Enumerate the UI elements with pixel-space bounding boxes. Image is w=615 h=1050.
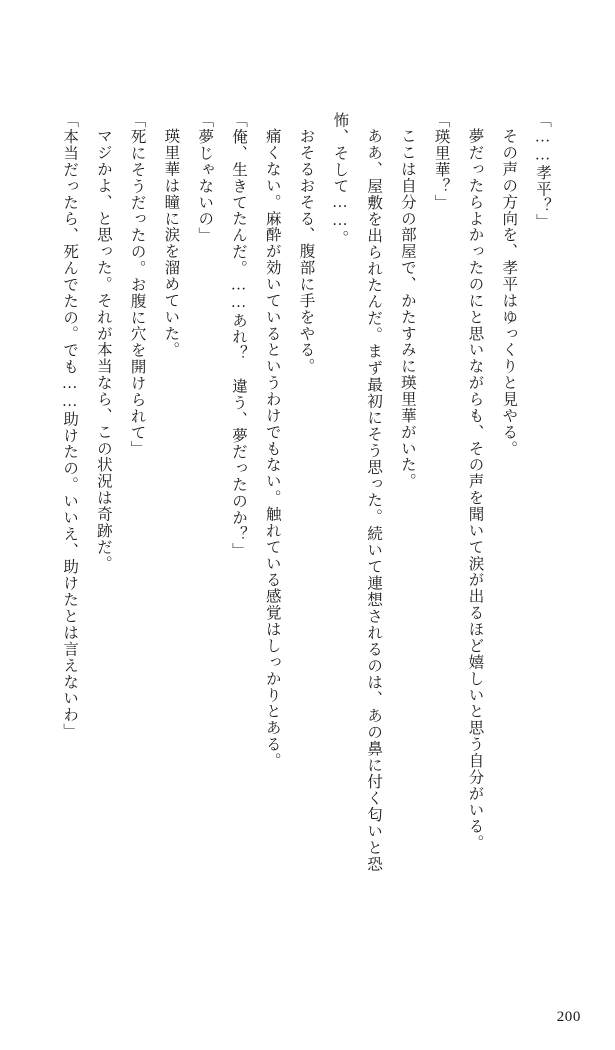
- paragraph: 夢だったらよかったのにと思いながらも、その声を聞いて涙が出るほど嬉しいと思う自分がいる。: [466, 127, 484, 851]
- paragraph: その声の方向を、孝平はゆっくりと見やる。: [500, 127, 518, 457]
- paragraph: ああ、屋敷を出られたんだ。まず最初にそう思った。続いて連想されるのは、あの鼻に付く匂いと恐怖、そして……。: [331, 112, 383, 872]
- paragraph: 瑛里華は瞳に涙を溜めていた。: [162, 127, 180, 358]
- paragraph: 「夢じゃないの」: [196, 112, 214, 244]
- novel-body-text: [59, 112, 559, 872]
- paragraph: マジかよ、と思った。それが本当なら、この状況は奇跡だ。: [94, 127, 112, 572]
- paragraph: 「本当だったら、死んでたの。でも……助けたの。いいえ、助けたとは言えないわ」: [61, 112, 79, 740]
- page-number: 200: [556, 1009, 581, 1025]
- paragraph: 「瑛里華？」: [432, 112, 450, 211]
- paragraph: 「……孝平？」: [534, 112, 551, 231]
- paragraph: ここは自分の部屋で、かたすみに瑛里華がいた。: [398, 127, 416, 489]
- paragraph: 「死にそうだったの。お腹に穴を開けられて」: [128, 112, 146, 458]
- paragraph: おそるおそる、腹部に手をやる。: [297, 127, 315, 374]
- paragraph: 痛くない。麻酔が効いているというわけでもない。触れている感覚はしっかりとある。: [263, 127, 281, 769]
- paragraph: 「俺、生きてたんだ。……あれ？ 違う、夢だったのか？」: [229, 112, 247, 559]
